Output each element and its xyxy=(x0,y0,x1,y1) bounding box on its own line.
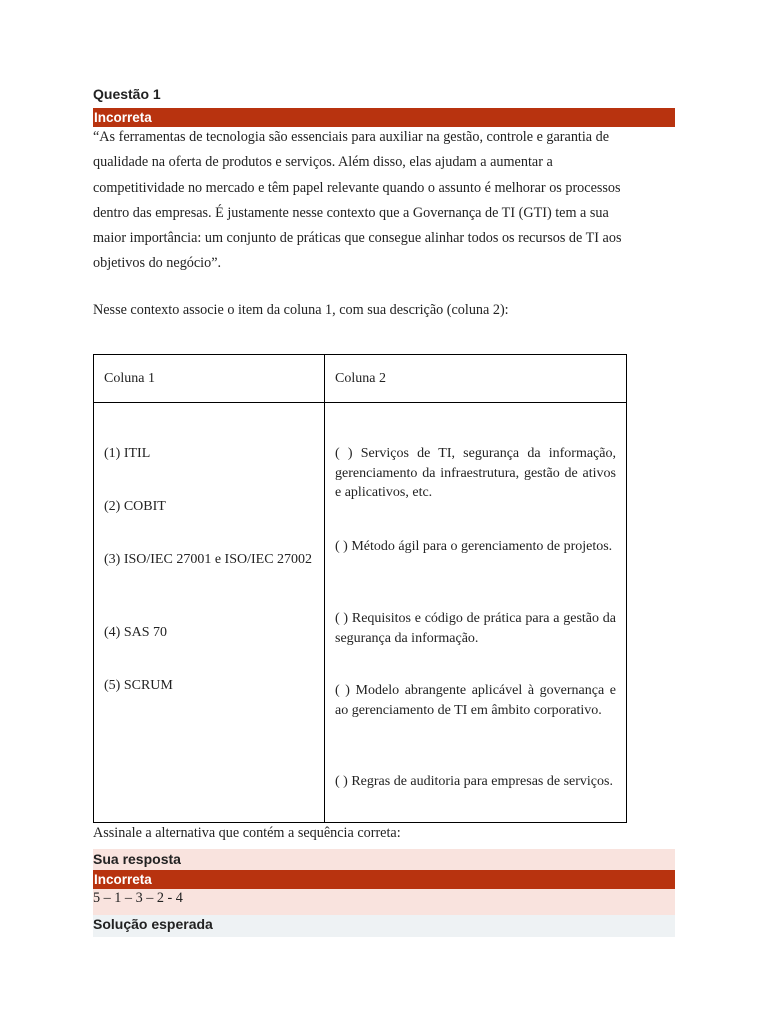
your-answer-label: Sua resposta xyxy=(93,849,675,870)
your-answer-value: 5 – 1 – 3 – 2 - 4 xyxy=(93,889,675,915)
col2-item: ( ) Serviços de TI, segurança da informação, gerenciamento da infraestrutura, gestão de ativos e aplicativos, etc. xyxy=(335,446,616,500)
intro-line: qualidade na oferta de produtos e serviços. Além disso, elas ajudam a aumentar a xyxy=(93,154,553,171)
status-badge: Incorreta xyxy=(93,108,675,127)
instruction-text: Assinale a alternativa que contém a sequência correta: xyxy=(93,825,401,841)
col2-item: ( ) Requisitos e código de prática para a gestão da segurança da informação. xyxy=(335,611,616,646)
answer-status-badge: Incorreta xyxy=(93,870,675,889)
col1-item-scrum: (5) SCRUM xyxy=(104,678,173,693)
col1-item-cobit: (2) COBIT xyxy=(104,499,166,514)
expected-solution-label: Solução esperada xyxy=(93,915,675,937)
intro-line: competitividade no mercado e têm papel relevante quando o assunto é melhorar os processos xyxy=(93,179,621,196)
col1-item-iso: (3) ISO/IEC 27001 e ISO/IEC 27002 xyxy=(104,552,313,567)
col2-item: ( ) Método ágil para o gerenciamento de projetos. xyxy=(335,539,613,554)
question-title: Questão 1 xyxy=(93,86,161,102)
col1-item-sas70: (4) SAS 70 xyxy=(104,625,168,640)
intro-line: objetivos do negócio”. xyxy=(93,255,222,272)
col2-header: Coluna 2 xyxy=(325,355,627,403)
intro-line: dentro das empresas. É justamente nesse contexto que a Governança de TI (GTI) tem a sua xyxy=(93,204,609,221)
col1-item-itil: (1) ITIL xyxy=(104,446,151,461)
question-intro xyxy=(93,125,675,277)
col1-cell xyxy=(94,403,325,823)
intro-line: “As ferramentas de tecnologia são essenciais para auxiliar na gestão, controle e garantia de xyxy=(93,129,610,145)
col2-item: ( ) Modelo abrangente aplicável à governança e ao gerenciamento de TI em âmbito corporativo. xyxy=(335,683,616,718)
col2-item: ( ) Regras de auditoria para empresas de serviços. xyxy=(335,774,613,789)
col2-cell xyxy=(325,403,627,823)
context-text: Nesse contexto associe o item da coluna 1, com sua descrição (coluna 2): xyxy=(93,302,509,318)
col1-header: Coluna 1 xyxy=(94,355,325,403)
intro-line: maior importância: um conjunto de práticas que consegue alinhar todos os recursos de TI aos xyxy=(93,230,622,247)
association-table xyxy=(93,354,627,823)
